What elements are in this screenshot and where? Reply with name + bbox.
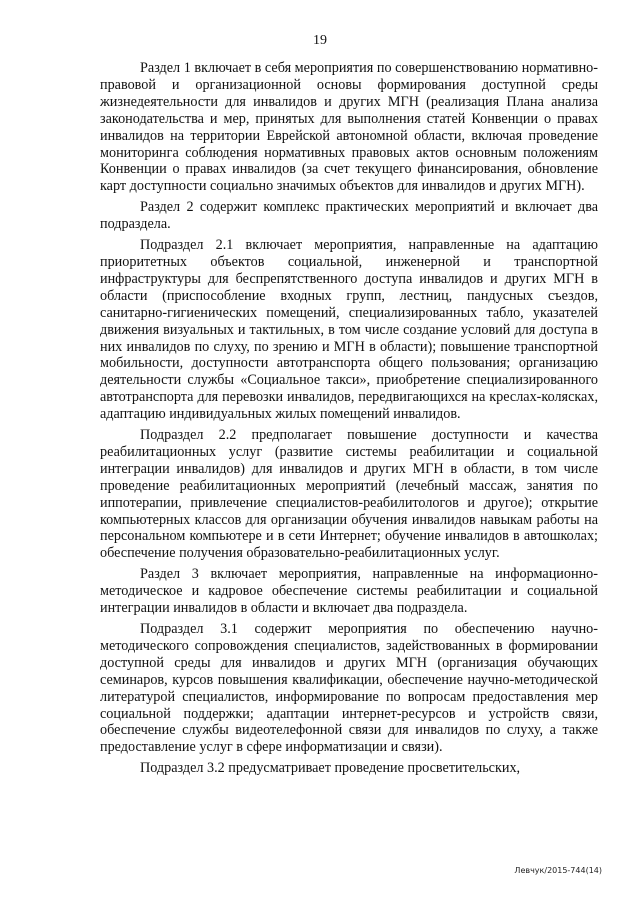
page-number: 19 bbox=[313, 33, 327, 48]
paragraph-subsection-3-1: Подраздел 3.1 содержит мероприятия по обеспечению научно-методического сопровождения специалистов, задействованных в формировании доступной среды для инвалидов и других МГН (организация обучающих семинаров, курсов повышения квалификации, обеспечение научно-методической литературой специалистов, информирование по вопросам предоставления мер социальной поддержки; адаптации интернет-ресурсов и устройств связи, обеспечение службы видеотелефонной связи для инвалидов по слуху, а также предоставление услуг в сфере информатизации и связи). bbox=[100, 621, 598, 756]
paragraph-section-3: Раздел 3 включает мероприятия, направленные на информационно-методическое и кадровое обеспечение системы реабилитации и социальной интеграции инвалидов в области и включает два подраздела. bbox=[100, 566, 598, 617]
paragraph-section-1: Раздел 1 включает в себя мероприятия по совершенствованию нормативно-правовой и организационной основы формирования доступной среды жизнедеятельности для инвалидов и других МГН (реализация Плана анализа законодательства и мер, принятых для выполнения статей Конвенции о правах инвалидов на территории Еврейской автономной области, включая проведение мониторинга соблюдения нормативных правовых актов основным положениям Конвенции о правах инвалидов (за счет текущего финансирования, обновление карт доступности социально значимых объектов для инвалидов и других МГН). bbox=[100, 60, 598, 195]
footer-document-code: Левчук/2015-744(14) bbox=[514, 866, 602, 875]
paragraph-subsection-2-2: Подраздел 2.2 предполагает повышение доступности и качества реабилитационных услуг (развитие системы реабилитации и социальной интеграции инвалидов) для инвалидов и других МГН в области, в том числе проведение реабилитационных мероприятий (лечебный массаж, занятия по иппотерапии, привлечение специалистов-реабилитологов и другое); открытие компьютерных классов для организации обучения инвалидов навыкам работы на персональном компьютере и в сети Интернет; обучение инвалидов в автошколах; обеспечение получения образовательно-реабилитационных услуг. bbox=[100, 427, 598, 562]
paragraph-subsection-3-2: Подраздел 3.2 предусматривает проведение просветительских, bbox=[140, 760, 521, 777]
document-body bbox=[100, 60, 598, 781]
paragraph-section-2: Раздел 2 содержит комплекс практических мероприятий и включает два подраздела. bbox=[100, 199, 598, 233]
paragraph-subsection-2-1: Подраздел 2.1 включает мероприятия, направленные на адаптацию приоритетных объектов социальной, инженерной и транспортной инфраструктуры для беспрепятственного доступа инвалидов и других МГН в области (приспособление входных групп, лестниц, пандусных съездов, санитарно-гигиенических помещений, специализированных табло, указателей движения визуальных и тактильных, в том числе создание условий для доступа в них инвалидов по слуху, по зрению и МГН в области); повышение транспортной мобильности, доступности автотранспорта общего пользования; организацию деятельности службы «Социальное такси», приобретение специализированного автотранспорта для перевозки инвалидов, передвигающихся на креслах-колясках, адаптацию индивидуальных жилых помещений инвалидов. bbox=[100, 237, 598, 423]
